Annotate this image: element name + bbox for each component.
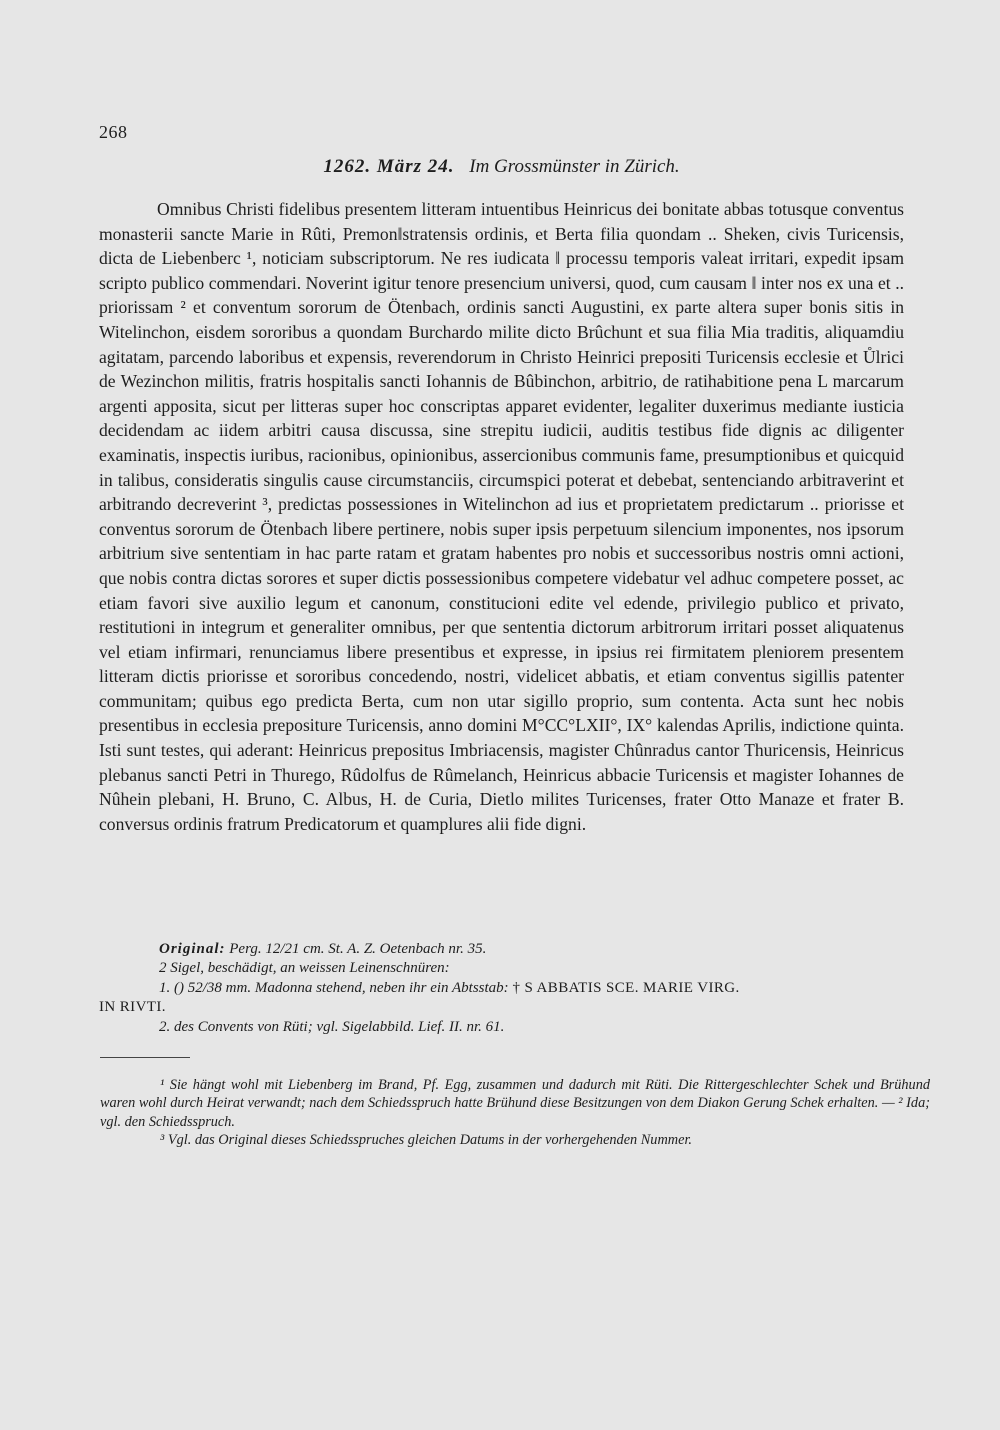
original-text: Perg. 12/21 cm. St. A. Z. Oetenbach nr. 35. <box>229 941 487 957</box>
footnote-1-2: ¹ Sie hängt wohl mit Liebenberg im Brand, Pf. Egg, zusammen und dadurch mit Rüti. Die Rittergeschlechter Schek und Brühund waren wohl durch Heirat verwandt; nach dem Schiedsspruch hatte Brühund diese Besitzungen von dem Diakon Gerung Schek erhalten. — ² Ida; vgl. den Schiedsspruch. <box>100 1077 930 1130</box>
page-number: 268 <box>99 122 128 142</box>
footnote-divider <box>100 1057 190 1058</box>
heading-place: Im Grossmünster in Zürich. <box>469 156 680 177</box>
seal2-note: 2. des Convents von Rüti; vgl. Sigelabbild. Lief. II. nr. 61. <box>159 1018 505 1035</box>
seal1-legend: † S ABBATIS SCE. MARIE VIRG. <box>512 979 740 996</box>
original-note <box>99 940 904 959</box>
seals-note: 2 Sigel, beschädigt, an weissen Leinenschnüren: <box>159 960 450 977</box>
footnote-3: ³ Vgl. das Original dieses Schiedsspruches gleichen Datums in der vorhergehenden Nummer. <box>160 1132 693 1149</box>
original-label: Original: <box>159 941 226 957</box>
seal1-legend-cont: IN RIVTI. <box>99 999 166 1016</box>
footnotes <box>100 1076 930 1150</box>
document-heading <box>100 156 903 178</box>
archival-notes <box>99 940 904 1037</box>
heading-date: 1262. März 24. <box>323 156 455 177</box>
seal1-text: 1. () 52/38 mm. Madonna stehend, neben ihr ein Abtsstab: <box>159 979 509 996</box>
charter-text <box>99 197 904 836</box>
seal1-note <box>99 979 904 998</box>
charter-paragraph: Omnibus Christi fidelibus presentem litteram intuentibus Heinricus dei bonitate abbas totusque conventus monasterii sancte Marie in Rûti, Premon‖stratensis ordinis, et Berta filia quondam .. Sheken, civis Turicensis, dicta de Liebenberc ¹, noticiam subscriptorum. Ne res iudicata ‖ processu temporis valeat irritari, expedit ipsam scripto publico commendari. Noverint igitur tenore presencium universi, quod, cum causam ‖ inter nos ex una et .. priorissam ² et conventum sororum de Ötenbach, ordinis sancti Augustini, ex parte altera super bonis sitis in Witelinchon, eisdem sororibus a quondam Burchardo milite dicto Brûchunt et sua filia Mia traditis, aliquamdiu agitatam, parcendo laboribus et expensis, reverendorum in Christo Heinrici prepositi Turicensis ecclesie et Ůlrici de Wezinchon militis, fratris hospitalis sancti Iohannis de Bûbinchon, arbitrio, de ratihabitione pena L marcarum argenti apposita, sicut per litteras super hoc conscriptas apparet evidenter, legaliter duxerimus mediante iusticia decidendam ac iidem arbitri causa discussa, sine strepitu iudicii, auditis testibus fide dignis ac diligenter examinatis, inspectis iuribus, racionibus, opinionibus, assercionibus communis fame, presumptionibus et quicquid in talibus, consideratis singulis cause circumstanciis, circumspici poterat et debebat, sentenciando arbitraverint et arbitrando decreverint ³, predictas possessiones in Witelinchon ad ius et proprietatem predictarum .. priorisse et conventus sororum de Ötenbach libere pertinere, nobis super ipsis perpetuum silencium imponentes, nos ipsorum arbitrium sive sententiam in hac parte ratam et gratam habentes pro nobis et successoribus nostris omni actioni, que nobis contra dictas sorores et super dictis possessionibus competere videbatur vel adhuc competere posset, ac etiam favori sive auxilio legum et canonum, constitucioni edite vel edende, privilegio publico et privato, restitutioni in integrum et generaliter omnibus, per que sententia dictorum arbitrorum irritari posset aliquatenus vel etiam infirmari, renunciamus libere presentibus et expresse, in ipsius rei firmitatem pleniorem presentem litteram dictis priorisse et sororibus concedendo, nostri, videlicet abbatis, et etiam conventus sigillis patenter communitam; quibus ego predicta Berta, cum non utar sigillo proprio, sum contenta. Acta sunt hec nobis presentibus in ecclesia prepositure Turicensis, anno domini M°CC°LXII°, IX° kalendas Aprilis, indictione quinta. Isti sunt testes, qui aderant: Heinricus prepositus Imbriacensis, magister Chûnradus cantor Thuricensis, Heinricus plebanus sancti Petri in Thurego, Rûdolfus de Rûmelanch, Heinricus abbacie Turicensis et magister Iohannes de Nûhein plebani, H. Bruno, C. Albus, H. de Curia, Dietlo milites Turicenses, frater Otto Manaze et frater B. conversus ordinis fratrum Predicatorum et quamplures alii fide digni. <box>99 199 904 834</box>
